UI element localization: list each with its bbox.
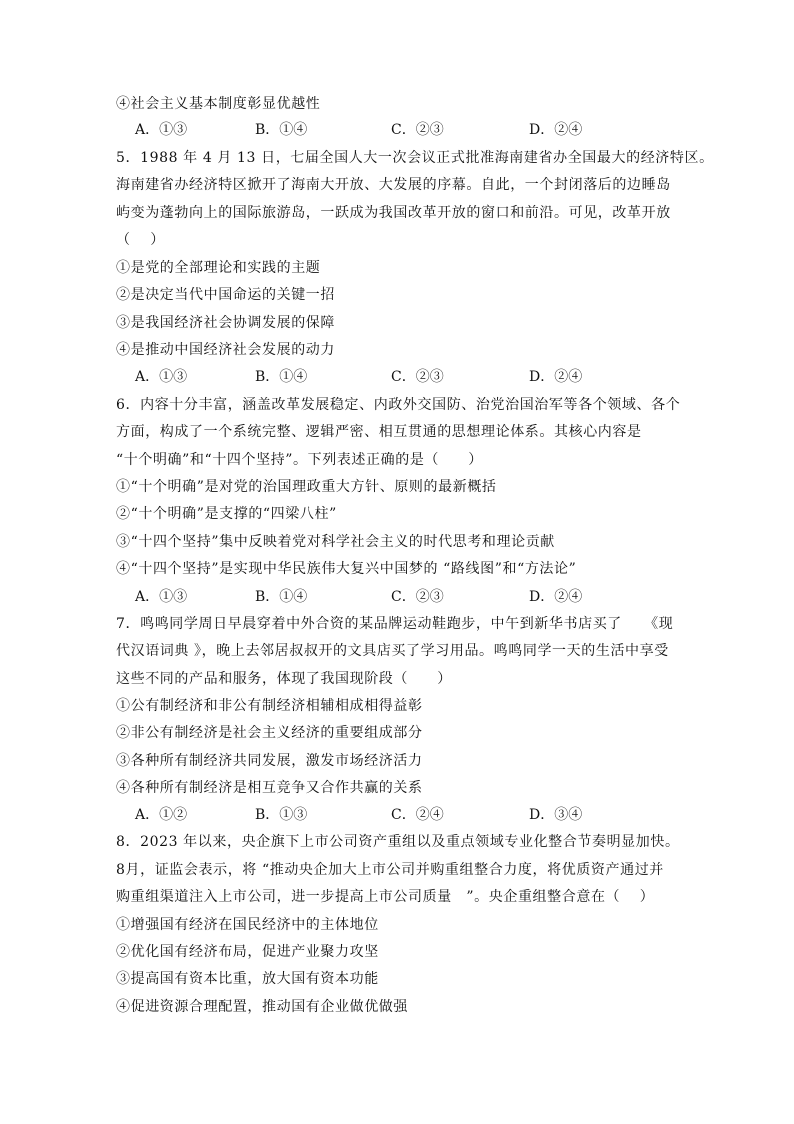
option-a: A．①② [135, 807, 188, 823]
question-6-stem-line: 6．内容十分丰富，涵盖改革发展稳定、内政外交国防、治党治国治军等各个领域、各个 [116, 397, 681, 413]
question-7-stem-line: 7．鸣鸣同学周日早晨穿着中外合资的某品牌运动鞋跑步，中午到新华书店买了 《现 [116, 616, 674, 632]
question-7-stem-line: 这些不同的产品和服务，体现了我国现阶段（ ） [116, 671, 452, 687]
question-8-item: ③提高国有资本比重，放大国有资本功能 [116, 971, 379, 987]
question-5-stem-line: 5．1988 年 4 月 13 日，七届全国人大一次会议正式批准海南建省办全国最大的经济特区。 [116, 150, 714, 166]
option-b: B．①④ [255, 589, 308, 605]
option-c: C．②③ [391, 589, 444, 605]
option-b: B．①④ [255, 369, 308, 385]
question-8-item: ④促进资源合理配置，推动国有企业做优做强 [116, 999, 408, 1015]
question-6-item: ①“十个明确”是对党的治国理政重大方针、原则的最新概括 [116, 479, 497, 495]
option-d: D．③④ [529, 807, 583, 823]
question-8-item: ②优化国有经济布局，促进产业聚力攻坚 [116, 944, 379, 960]
question-8-stem-line: 8．2023 年以来，央企旗下上市公司资产重组以及重点领域专业化整合节奏明显加快。 [116, 834, 680, 850]
question-8-stem-line: 购重组渠道注入上市公司，进一步提高上市公司质量 ”。央企重组整合意在（ ） [116, 889, 655, 905]
prev-question-item-4: ④社会主义基本制度彰显优越性 [116, 96, 321, 112]
question-6-stem-line: 方面，构成了一个系统完整、逻辑严密、相互贯通的思想理论体系。其核心内容是 [116, 424, 642, 440]
question-5-stem-line: 屿变为蓬勃向上的国际旅游岛，一跃成为我国改革开放的窗口和前沿。可见，改革开放 [116, 205, 671, 221]
option-b: B．①④ [255, 122, 308, 138]
question-7-item: ①公有制经济和非公有制经济相辅相成相得益彰 [116, 698, 423, 714]
question-5-stem-line: （ ） [116, 232, 165, 248]
question-5-options [135, 368, 655, 386]
question-5-item: ④是推动中国经济社会发展的动力 [116, 342, 335, 358]
question-8-stem-line: 8月，证监会表示，将 “推动央企加大上市公司并购重组整合力度，将优质资产通过并 [116, 862, 664, 878]
option-d: D．②④ [529, 122, 583, 138]
question-7-item: ④各种所有制经济是相互竞争又合作共赢的关系 [116, 780, 423, 796]
option-a: A．①③ [135, 369, 188, 385]
question-7-options [135, 806, 655, 824]
option-c: C．②④ [391, 807, 444, 823]
option-a: A．①③ [135, 122, 188, 138]
question-6-stem-line: “十个明确”和“十四个坚持”。下列表述正确的是（ ） [116, 452, 483, 468]
prev-question-options [135, 121, 655, 139]
question-5-item: ②是决定当代中国命运的关键一招 [116, 287, 335, 303]
option-c: C．②③ [391, 122, 444, 138]
question-5-stem-line: 海南建省办经济特区掀开了海南大开放、大发展的序幕。自此，一个封闭落后的边睡岛 [116, 177, 671, 193]
option-a: A．①③ [135, 589, 188, 605]
option-b: B．①③ [255, 807, 308, 823]
question-6-item: ④“十四个坚持”是实现中华民族伟大复兴中国梦的 “路线图”和“方法论” [116, 561, 577, 577]
question-7-item: ②非公有制经济是社会主义经济的重要组成部分 [116, 725, 423, 741]
question-5-item: ③是我国经济社会协调发展的保障 [116, 315, 335, 331]
question-6-item: ③“十四个坚持”集中反映着党对科学社会主义的时代思考和理论贡献 [116, 534, 555, 550]
question-7-item: ③各种所有制经济共同发展，激发市场经济活力 [116, 753, 423, 769]
option-d: D．②④ [529, 369, 583, 385]
option-c: C．②③ [391, 369, 444, 385]
question-8-item: ①增强国有经济在国民经济中的主体地位 [116, 917, 379, 933]
question-5-item: ①是党的全部理论和实践的主题 [116, 260, 321, 276]
question-6-item: ②“十个明确”是支撑的“四梁八柱” [116, 506, 337, 522]
option-d: D．②④ [529, 589, 583, 605]
question-6-options [135, 588, 655, 606]
question-7-stem-line: 代汉语词典 》，晚上去邻居叔叔开的文具店买了学习用品。鸣鸣同学一天的生活中享受 [116, 643, 669, 659]
